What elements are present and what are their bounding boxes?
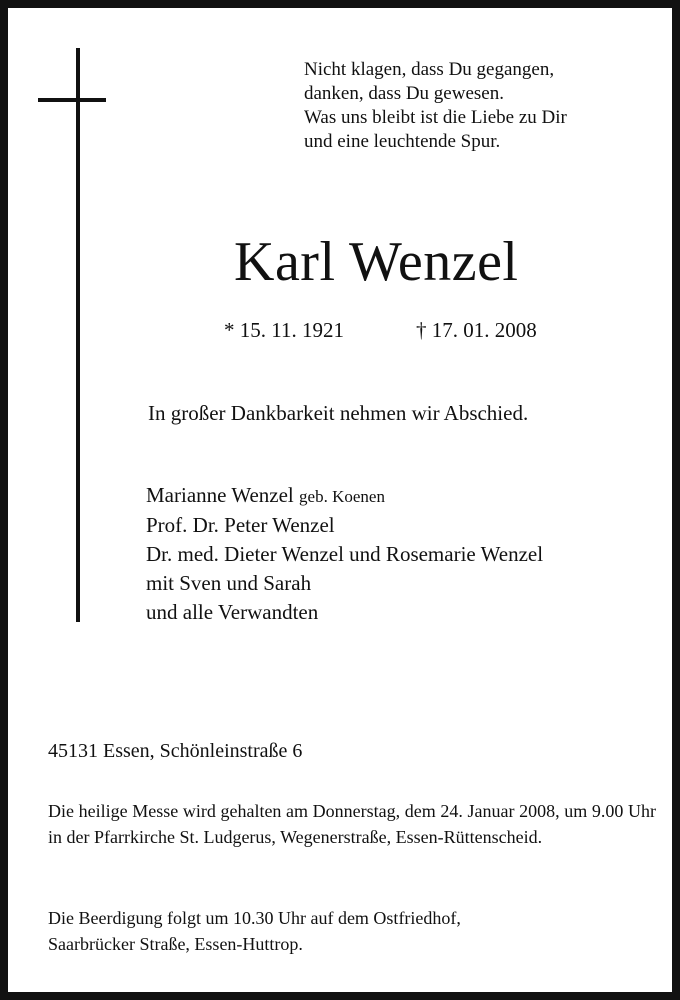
- maiden-name: geb. Koenen: [299, 487, 385, 506]
- mourner-line: Prof. Dr. Peter Wenzel: [146, 513, 335, 537]
- mass-announcement: Die heilige Messe wird gehalten am Donnerstag, dem 24. Januar 2008, um 9.00 Uhr in der Pfarrkirche St. Ludgerus, Wegenerstraße, Essen-Rüttenscheid.: [48, 801, 656, 847]
- mourner-line: und alle Verwandten: [146, 600, 319, 624]
- mourner-name: Marianne Wenzel: [146, 483, 294, 507]
- mourner-line: mit Sven und Sarah: [146, 571, 312, 595]
- memorial-verse: [304, 58, 664, 154]
- burial-announcement: [48, 905, 656, 957]
- cross-icon-bar: [38, 98, 106, 102]
- mourner-line: Dr. med. Dieter Wenzel und Rosemarie Wenzel: [146, 542, 544, 566]
- mourner-line: [146, 481, 543, 511]
- mourners-list: [146, 481, 543, 627]
- burial-line: Die Beerdigung folgt um 10.30 Uhr auf dem Ostfriedhof,: [48, 908, 461, 928]
- birth-date: * 15. 11. 1921: [224, 318, 344, 342]
- verse-line: Was uns bleibt ist die Liebe zu Dir: [304, 107, 567, 128]
- deceased-name: Karl Wenzel: [234, 231, 519, 293]
- family-address: 45131 Essen, Schönleinstraße 6: [48, 740, 303, 762]
- verse-line: danken, dass Du gewesen.: [304, 83, 504, 104]
- verse-line: und eine leuchtende Spur.: [304, 131, 501, 152]
- cross-icon: [76, 48, 80, 622]
- burial-line: Saarbrücker Straße, Essen-Huttrop.: [48, 934, 303, 954]
- verse-line: Nicht klagen, dass Du gegangen,: [304, 59, 555, 80]
- death-date: † 17. 01. 2008: [416, 318, 537, 342]
- farewell-statement: In großer Dankbarkeit nehmen wir Abschied.: [148, 401, 529, 425]
